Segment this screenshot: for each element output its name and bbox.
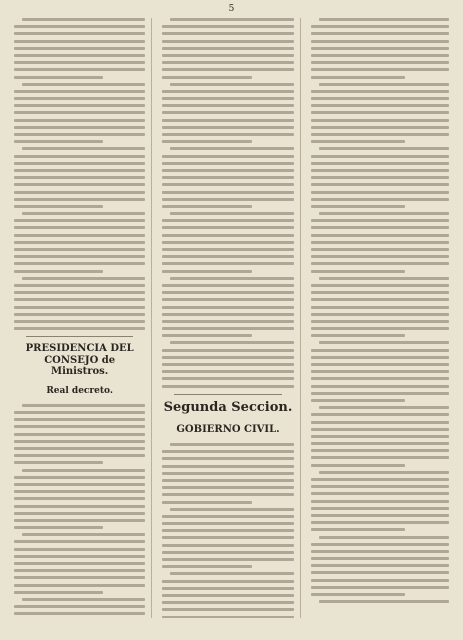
text-line	[14, 76, 103, 79]
text-line	[162, 544, 293, 547]
text-line	[162, 162, 293, 165]
text-line	[319, 341, 449, 344]
text-line	[162, 479, 293, 482]
text-line	[311, 198, 449, 201]
text-line	[311, 464, 405, 467]
text-line	[311, 413, 449, 416]
text-line	[311, 528, 405, 531]
text-line	[311, 241, 449, 244]
text-line	[14, 97, 145, 100]
text-line	[14, 226, 145, 229]
text-line	[14, 505, 145, 508]
text-line	[311, 428, 449, 431]
text-line	[311, 392, 449, 395]
text-line	[162, 313, 293, 316]
text-line	[311, 68, 449, 71]
text-line	[14, 68, 145, 71]
text-line	[14, 191, 145, 194]
text-line	[170, 147, 293, 150]
text-line	[162, 334, 251, 337]
text-line	[14, 548, 145, 551]
text-line	[311, 313, 449, 316]
text-line	[14, 562, 145, 565]
text-line	[311, 456, 449, 459]
text-line	[311, 478, 449, 481]
text-line	[14, 461, 103, 464]
text-line	[311, 543, 449, 546]
text-line	[311, 298, 449, 301]
text-line	[311, 557, 449, 560]
text-line	[14, 591, 103, 594]
column-middle	[162, 18, 300, 618]
text-line	[14, 155, 145, 158]
text-line	[162, 522, 293, 525]
text-line	[162, 68, 293, 71]
text-line	[311, 327, 449, 330]
text-line	[162, 234, 293, 237]
text-line	[22, 469, 145, 472]
text-line	[14, 234, 145, 237]
text-line	[311, 564, 449, 567]
text-line	[14, 447, 145, 450]
text-line	[311, 176, 449, 179]
text-line	[170, 83, 293, 86]
text-line	[14, 284, 145, 287]
text-line	[311, 579, 449, 582]
text-line	[162, 363, 293, 366]
text-line	[162, 465, 293, 468]
text-line	[311, 449, 449, 452]
text-line	[311, 593, 405, 596]
text-line	[14, 526, 103, 529]
text-line	[14, 47, 145, 50]
text-line	[162, 594, 293, 597]
text-line	[14, 440, 145, 443]
text-line	[311, 399, 405, 402]
body-text-block	[311, 18, 449, 603]
section-heading-presidencia: PRESIDENCIA DEL CONSEJO de Ministros.	[25, 343, 134, 378]
text-line	[162, 191, 293, 194]
text-line	[162, 536, 293, 539]
text-line	[319, 536, 449, 539]
text-line	[14, 90, 145, 93]
text-line	[170, 277, 293, 280]
text-line	[14, 205, 103, 208]
text-line	[14, 25, 145, 28]
text-line	[14, 32, 145, 35]
text-line	[311, 284, 449, 287]
text-line	[319, 83, 449, 86]
text-line	[162, 349, 293, 352]
text-line	[14, 262, 145, 265]
text-line	[311, 47, 449, 50]
text-line	[162, 140, 251, 143]
text-line	[162, 551, 293, 554]
body-text-block	[162, 18, 293, 388]
text-line	[311, 76, 405, 79]
text-line	[311, 349, 449, 352]
text-line	[14, 497, 145, 500]
text-line	[311, 155, 449, 158]
text-line	[311, 205, 405, 208]
section-heading-gobierno: GOBIERNO CIVIL.	[176, 423, 280, 435]
text-line	[162, 97, 293, 100]
text-line	[14, 40, 145, 43]
text-line	[162, 377, 293, 380]
text-line	[14, 241, 145, 244]
text-line	[14, 183, 145, 186]
text-line	[319, 147, 449, 150]
text-line	[162, 608, 293, 611]
text-line	[311, 421, 449, 424]
text-line	[311, 550, 449, 553]
text-line	[311, 255, 449, 258]
text-line	[311, 162, 449, 165]
column-right	[311, 18, 449, 618]
text-line	[162, 580, 293, 583]
section-heading-real-decreto: Real decreto.	[46, 385, 114, 396]
text-line	[162, 587, 293, 590]
text-line	[162, 183, 293, 186]
text-line	[311, 248, 449, 251]
text-line	[162, 320, 293, 323]
text-line	[14, 61, 145, 64]
text-line	[14, 169, 145, 172]
text-line	[14, 433, 145, 436]
text-line	[311, 270, 405, 273]
text-line	[14, 320, 145, 323]
text-line	[311, 169, 449, 172]
text-line	[14, 411, 145, 414]
text-line	[311, 291, 449, 294]
text-line	[14, 425, 145, 428]
text-line	[162, 76, 251, 79]
text-line	[22, 147, 145, 150]
text-line	[14, 605, 145, 608]
body-text-block	[162, 443, 293, 618]
text-line	[162, 205, 251, 208]
body-text-block	[14, 404, 145, 618]
text-line	[311, 442, 449, 445]
text-line	[311, 485, 449, 488]
text-line	[14, 248, 145, 251]
text-line	[22, 212, 145, 215]
text-line	[14, 119, 145, 122]
text-line	[162, 565, 251, 568]
text-line	[14, 454, 145, 457]
text-line	[162, 616, 293, 619]
text-line	[14, 162, 145, 165]
text-line	[162, 219, 293, 222]
text-line	[14, 490, 145, 493]
text-line	[170, 508, 293, 511]
text-line	[162, 155, 293, 158]
text-line	[162, 472, 293, 475]
text-line	[162, 111, 293, 114]
text-line	[162, 176, 293, 179]
text-line	[311, 97, 449, 100]
text-line	[162, 90, 293, 93]
text-line	[311, 183, 449, 186]
body-text-block	[14, 18, 145, 330]
text-line	[162, 241, 293, 244]
text-line	[162, 457, 293, 460]
text-line	[14, 298, 145, 301]
text-line	[162, 54, 293, 57]
text-line	[162, 291, 293, 294]
text-line	[162, 104, 293, 107]
text-line	[14, 418, 145, 421]
text-line	[14, 576, 145, 579]
text-line	[162, 529, 293, 532]
text-line	[311, 586, 449, 589]
text-line	[162, 298, 293, 301]
text-line	[170, 443, 293, 446]
text-line	[162, 270, 251, 273]
text-line	[311, 514, 449, 517]
page-number: 5	[228, 4, 235, 14]
text-line	[311, 191, 449, 194]
text-line	[162, 47, 293, 50]
text-line	[14, 555, 145, 558]
text-line	[311, 435, 449, 438]
text-line	[311, 133, 449, 136]
text-line	[311, 370, 449, 373]
text-line	[14, 198, 145, 201]
text-line	[311, 571, 449, 574]
text-line	[14, 569, 145, 572]
text-line	[162, 501, 251, 504]
text-line	[14, 476, 145, 479]
text-line	[14, 270, 103, 273]
text-line	[162, 284, 293, 287]
text-line	[14, 540, 145, 543]
text-line	[14, 291, 145, 294]
text-line	[162, 450, 293, 453]
text-line	[311, 234, 449, 237]
text-line	[162, 169, 293, 172]
text-line	[311, 262, 449, 265]
text-line	[311, 104, 449, 107]
text-line	[311, 521, 449, 524]
text-line	[170, 572, 293, 575]
text-line	[319, 277, 449, 280]
text-line	[170, 212, 293, 215]
text-line	[162, 262, 293, 265]
text-line	[311, 492, 449, 495]
text-line	[14, 612, 145, 615]
text-line	[14, 327, 145, 330]
text-line	[14, 111, 145, 114]
text-line	[311, 507, 449, 510]
text-line	[14, 219, 145, 222]
text-line	[311, 226, 449, 229]
text-line	[14, 483, 145, 486]
text-line	[311, 377, 449, 380]
text-line	[14, 519, 145, 522]
text-line	[14, 584, 145, 587]
text-line	[14, 512, 145, 515]
text-line	[22, 18, 145, 21]
text-line	[162, 198, 293, 201]
text-line	[14, 126, 145, 129]
text-line	[162, 126, 293, 129]
text-line	[162, 356, 293, 359]
text-line	[22, 533, 145, 536]
text-line	[311, 306, 449, 309]
text-line	[162, 327, 293, 330]
text-line	[311, 54, 449, 57]
column-left	[14, 18, 152, 618]
text-line	[22, 277, 145, 280]
text-line	[311, 40, 449, 43]
text-line	[14, 133, 145, 136]
text-line	[162, 601, 293, 604]
text-line	[311, 119, 449, 122]
text-line	[162, 248, 293, 251]
text-line	[311, 320, 449, 323]
text-line	[311, 126, 449, 129]
text-line	[162, 119, 293, 122]
text-line	[14, 313, 145, 316]
text-line	[22, 83, 145, 86]
text-line	[162, 558, 293, 561]
text-line	[170, 18, 293, 21]
text-line	[162, 255, 293, 258]
text-line	[319, 18, 449, 21]
text-line	[14, 140, 103, 143]
divider	[26, 336, 133, 337]
text-line	[311, 32, 449, 35]
text-line	[22, 598, 145, 601]
text-line	[162, 515, 293, 518]
text-line	[162, 370, 293, 373]
section-heading-segunda: Segunda Seccion.	[163, 399, 293, 415]
text-line	[311, 356, 449, 359]
text-line	[170, 341, 293, 344]
text-line	[22, 404, 145, 407]
text-line	[311, 90, 449, 93]
text-line	[162, 226, 293, 229]
text-line	[311, 140, 405, 143]
text-line	[162, 61, 293, 64]
text-line	[162, 385, 293, 388]
text-line	[319, 471, 449, 474]
text-line	[14, 54, 145, 57]
text-line	[311, 61, 449, 64]
text-line	[162, 493, 293, 496]
text-line	[319, 212, 449, 215]
text-line	[162, 133, 293, 136]
text-line	[14, 104, 145, 107]
text-line	[14, 176, 145, 179]
text-line	[311, 363, 449, 366]
text-line	[14, 306, 145, 309]
text-line	[162, 486, 293, 489]
text-line	[319, 406, 449, 409]
text-line	[319, 600, 449, 603]
text-line	[162, 32, 293, 35]
divider	[174, 394, 281, 395]
text-line	[311, 111, 449, 114]
text-line	[162, 25, 293, 28]
text-line	[14, 255, 145, 258]
text-line	[311, 385, 449, 388]
text-line	[311, 219, 449, 222]
text-line	[311, 500, 449, 503]
text-line	[162, 306, 293, 309]
text-line	[162, 40, 293, 43]
text-line	[311, 25, 449, 28]
text-line	[311, 334, 405, 337]
